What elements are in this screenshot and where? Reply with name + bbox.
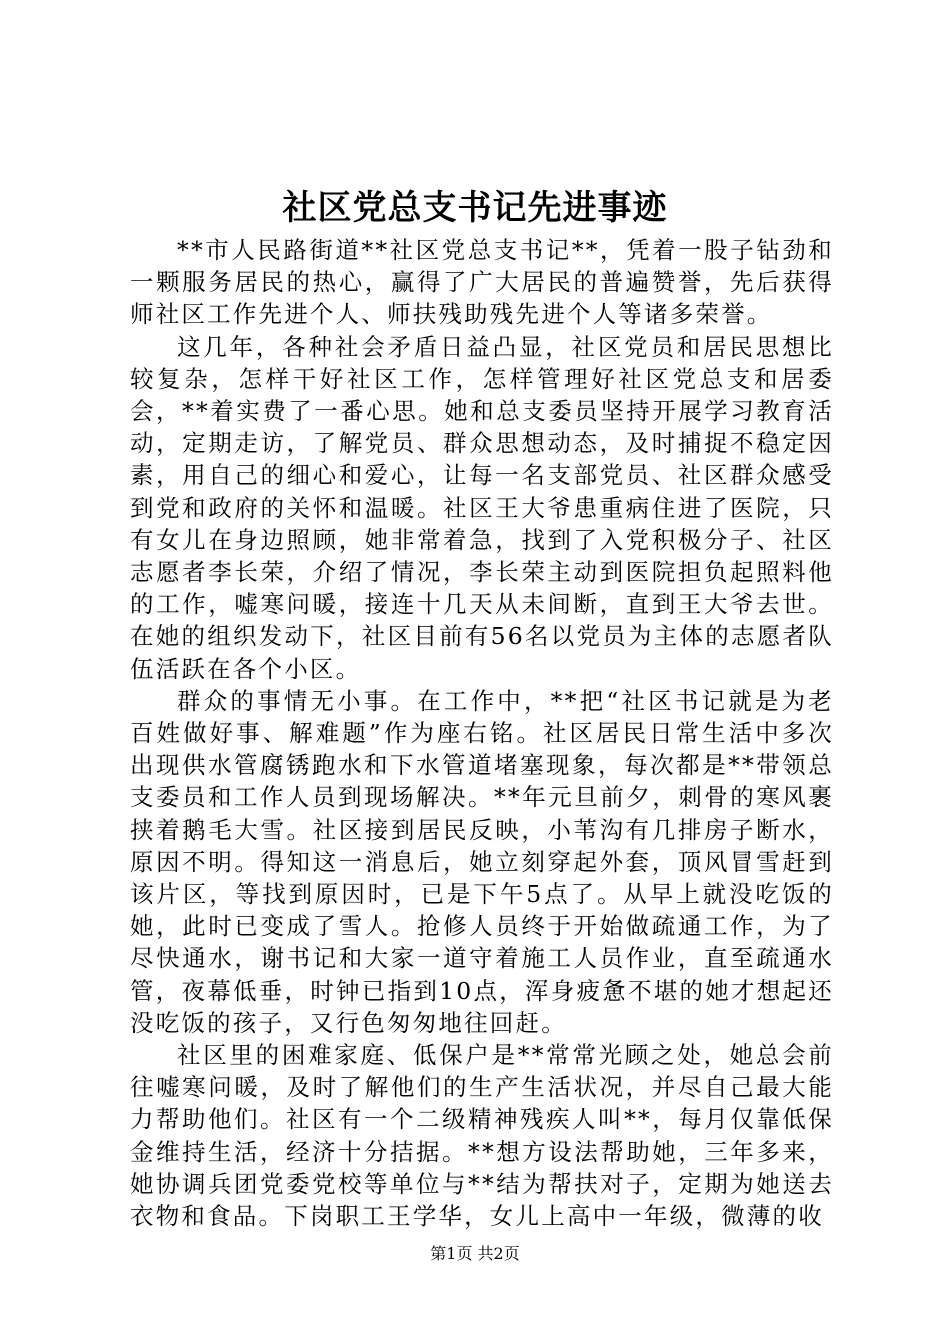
- document-title: 社区党总支书记先进事迹: [282, 188, 668, 228]
- paragraph: 这几年，各种社会矛盾日益凸显，社区党员和居民思想比较复杂，怎样干好社区工作，怎样管理好社区党总支和居委会，**着实费了一番心思。她和总支委员坚持开展学习教育活动，定期走访，了解党员、群众思想动态，及时捕捉不稳定因素，用自己的细心和爱心，让每一名支部党员、社区群众感受到党和政府的关怀和温暖。社区王大爷患重病住进了医院，只有女儿在身边照顾，她非常着急，找到了入党积极分子、社区志愿者李长荣，介绍了情况，李长荣主动到医院担负起照料他的工作，嘘寒问暖，接连十几天从未间断，直到王大爷去世。在她的组织发动下，社区目前有56名以党员为主体的志愿者队伍活跃在各个小区。: [130, 332, 834, 683]
- page-number: 第1页 共2页: [430, 1244, 520, 1263]
- paragraph: 群众的事情无小事。在工作中，**把“社区书记就是为老百姓做好事、解难题”作为座右铭。社区居民日常生活中多次出现供水管腐锈跑水和下水管道堵塞现象，每次都是**带领总支委员和工作人员到现场解决。**年元旦前夕，刺骨的寒风裹挟着鹅毛大雪。社区接到居民反映，小苇沟有几排房子断水，原因不明。得知这一消息后，她立刻穿起外套，顶风冒雪赶到该片区，等找到原因时，已是下午5点了。从早上就没吃饭的她，此时已变成了雪人。抢修人员终于开始做疏通工作，为了尽快通水，谢书记和大家一道守着施工人员作业，直至疏通水管，夜幕低垂，时钟已指到10点，浑身疲惫不堪的她才想起还没吃饭的孩子，又行色匆匆地往回赶。: [130, 686, 834, 1037]
- document-body: [130, 234, 834, 1232]
- paragraph: **市人民路街道**社区党总支书记**，凭着一股子钻劲和一颗服务居民的热心，赢得了广大居民的普遍赞誉，先后获得师社区工作先进个人、师扶残助残先进个人等诸多荣誉。: [130, 236, 834, 329]
- paragraph: 社区里的困难家庭、低保户是**常常光顾之处，她总会前往嘘寒问暖，及时了解他们的生产生活状况，并尽自己最大能力帮助他们。社区有一个二级精神残疾人叫**，每月仅靠低保金维持生活，经济十分拮据。**想方设法帮助她，三年多来，她协调兵团党委党校等单位与**结为帮扶对子，定期为她送去衣物和食品。下岗职工王学华，女儿上高中一年级，微薄的收: [130, 1041, 834, 1231]
